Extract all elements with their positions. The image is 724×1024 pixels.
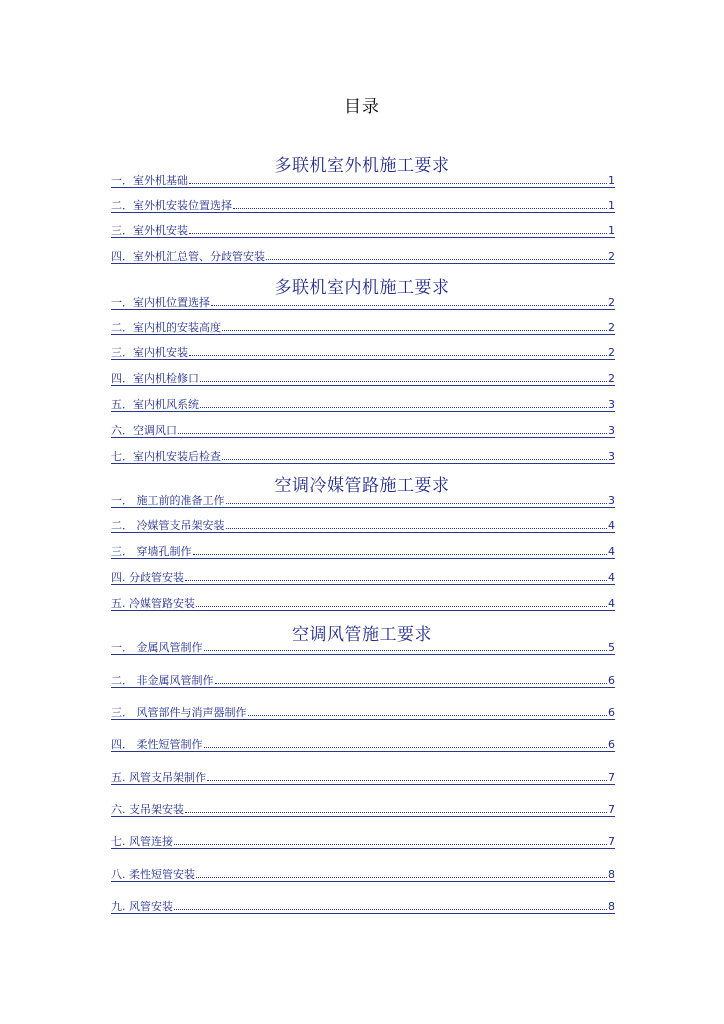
toc-dot-leader: [222, 446, 607, 460]
toc-entry-label: 四．室内机检修口: [111, 372, 199, 385]
toc-dot-leader: [211, 292, 607, 306]
toc-dot-leader: [204, 637, 608, 651]
toc-dot-leader: [196, 864, 607, 878]
toc-entry-link[interactable]: [111, 295, 615, 310]
toc-entry-page-number: 4: [608, 545, 615, 558]
toc-entry-label: 六．空调风口: [111, 424, 177, 437]
section-heading[interactable]: 空调冷媒管路施工要求: [274, 476, 450, 496]
toc-entry-label: 三． 风管部件与消声器制作: [111, 706, 247, 719]
toc-entry-page-number: 7: [608, 771, 615, 784]
toc-entry-link[interactable]: [111, 544, 615, 559]
toc-entry-link[interactable]: [111, 570, 615, 585]
toc-entry-link[interactable]: [111, 173, 615, 188]
toc-entry-label: 四．室外机汇总管、分歧管安装: [111, 250, 265, 263]
section-heading[interactable]: 空调风管施工要求: [292, 625, 432, 645]
toc-entry-link[interactable]: [111, 899, 615, 914]
toc-entry-page-number: 3: [608, 398, 615, 411]
toc-entry-label: 五. 风管支吊架制作: [111, 771, 206, 784]
toc-entry-page-number: 4: [608, 571, 615, 584]
toc-entry-link[interactable]: [111, 834, 615, 849]
toc-entry-label: 九. 风管安装: [111, 900, 173, 913]
toc-entry-link[interactable]: [111, 640, 615, 655]
toc-dot-leader: [226, 515, 608, 529]
toc-dot-leader: [185, 799, 607, 813]
toc-entry-label: 一．室外机基础: [111, 174, 188, 187]
toc-entry-label: 一． 金属风管制作: [111, 641, 203, 654]
toc-entry-link[interactable]: [111, 737, 615, 752]
toc-dot-leader: [215, 670, 608, 684]
toc-dot-leader: [185, 567, 607, 581]
toc-dot-leader: [196, 593, 607, 607]
toc-entry-page-number: 1: [608, 199, 615, 212]
toc-entry-link[interactable]: [111, 449, 615, 464]
toc-entry-link[interactable]: [111, 423, 615, 438]
toc-entry-page-number: 1: [608, 224, 615, 237]
toc-entry-page-number: 4: [608, 519, 615, 532]
section-heading[interactable]: 多联机室外机施工要求: [274, 156, 450, 176]
toc-entry-label: 二．室内机的安装高度: [111, 321, 221, 334]
toc-dot-leader: [189, 342, 607, 356]
toc-entry-label: 二． 冷媒管支吊架安装: [111, 519, 225, 532]
toc-entry-page-number: 8: [608, 868, 615, 881]
toc-entry-label: 五．室内机风系统: [111, 398, 199, 411]
toc-entry-page-number: 6: [608, 674, 615, 687]
toc-entry-label: 二． 非金属风管制作: [111, 674, 214, 687]
toc-entry-label: 三．室外机安装: [111, 224, 188, 237]
toc-entry-page-number: 2: [608, 346, 615, 359]
toc-dot-leader: [189, 170, 607, 184]
toc-entry-page-number: 7: [608, 803, 615, 816]
toc-entry-link[interactable]: [111, 673, 615, 688]
toc-dot-leader: [266, 246, 607, 260]
toc-entry-link[interactable]: [111, 397, 615, 412]
toc-entry-page-number: 3: [608, 494, 615, 507]
toc-entry-label: 二．室外机安装位置选择: [111, 199, 232, 212]
toc-entry-label: 四. 分歧管安装: [111, 571, 184, 584]
toc-entry-page-number: 4: [608, 597, 615, 610]
toc-dot-leader: [200, 368, 607, 382]
toc-entry-link[interactable]: [111, 198, 615, 213]
toc-dot-leader: [200, 394, 607, 408]
toc-entry-link[interactable]: [111, 493, 615, 508]
toc-dot-leader: [178, 420, 607, 434]
toc-dot-leader: [193, 541, 608, 555]
toc-entry-link[interactable]: [111, 345, 615, 360]
toc-entry-page-number: 8: [608, 900, 615, 913]
toc-entry-page-number: 3: [608, 450, 615, 463]
toc-entry-link[interactable]: [111, 802, 615, 817]
toc-entry-label: 三． 穿墙孔制作: [111, 545, 192, 558]
toc-entry-label: 六. 支吊架安装: [111, 803, 184, 816]
toc-entry-label: 一．室内机位置选择: [111, 296, 210, 309]
toc-dot-leader: [222, 317, 607, 331]
toc-entry-page-number: 2: [608, 296, 615, 309]
toc-dot-leader: [207, 767, 607, 781]
toc-entry-page-number: 1: [608, 174, 615, 187]
toc-entry-link[interactable]: [111, 770, 615, 785]
toc-entry-label: 三．室内机安装: [111, 346, 188, 359]
toc-entry-page-number: 3: [608, 424, 615, 437]
toc-entry-link[interactable]: [111, 223, 615, 238]
toc-entry-link[interactable]: [111, 371, 615, 386]
toc-entry-page-number: 2: [608, 250, 615, 263]
toc-dot-leader: [226, 490, 608, 504]
toc-dot-leader: [248, 702, 608, 716]
toc-entry-label: 五. 冷媒管路安装: [111, 597, 195, 610]
toc-entry-page-number: 6: [608, 706, 615, 719]
toc-entry-link[interactable]: [111, 320, 615, 335]
toc-entry-label: 七. 风管连接: [111, 835, 173, 848]
toc-entry-page-number: 6: [608, 738, 615, 751]
toc-dot-leader: [174, 831, 607, 845]
toc-entry-label: 七．室内机安装后检查: [111, 450, 221, 463]
toc-entry-label: 一． 施工前的准备工作: [111, 494, 225, 507]
toc-dot-leader: [233, 195, 607, 209]
toc-entry-page-number: 2: [608, 321, 615, 334]
toc-entry-link[interactable]: [111, 249, 615, 264]
toc-entry-link[interactable]: [111, 596, 615, 611]
toc-entry-link[interactable]: [111, 867, 615, 882]
toc-entry-label: 四． 柔性短管制作: [111, 738, 203, 751]
document-title: 目录: [344, 97, 380, 117]
toc-dot-leader: [189, 220, 607, 234]
toc-entry-page-number: 2: [608, 372, 615, 385]
toc-entry-label: 八. 柔性短管安装: [111, 868, 195, 881]
toc-dot-leader: [204, 734, 608, 748]
toc-entry-page-number: 7: [608, 835, 615, 848]
section-heading[interactable]: 多联机室内机施工要求: [274, 278, 450, 298]
toc-entry-link[interactable]: [111, 518, 615, 533]
toc-entry-link[interactable]: [111, 705, 615, 720]
toc-entry-page-number: 5: [608, 641, 615, 654]
toc-dot-leader: [174, 896, 607, 910]
